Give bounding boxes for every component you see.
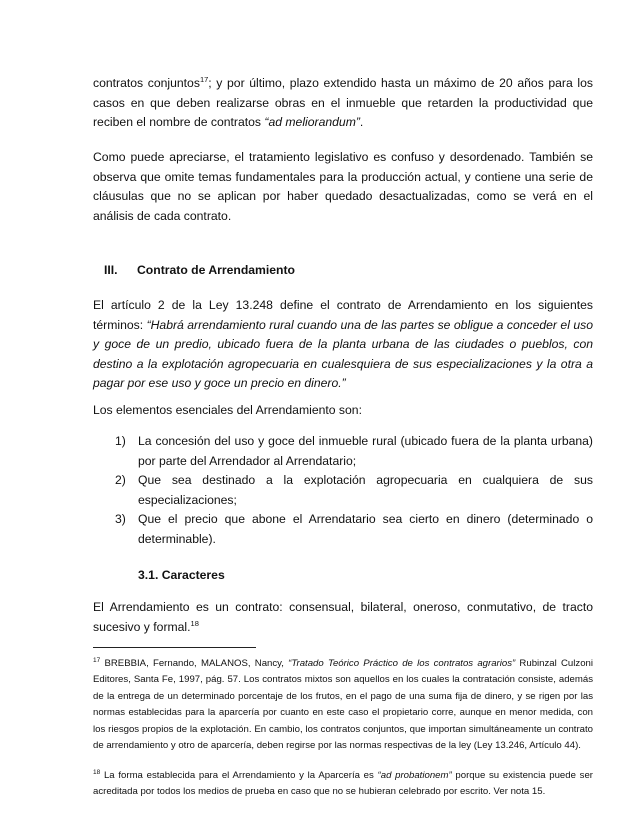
paragraph-text: contratos conjuntos: [93, 76, 200, 90]
list-item-text: Que sea destinado a la explotación agropecuaria en cualquiera de sus especializaciones;: [138, 473, 593, 507]
list-marker: 3): [115, 512, 126, 527]
subsection-heading: 3.1. Caracteres: [138, 568, 225, 582]
footnote-text: Rubinzal Culzoni Editores, Santa Fe, 1997, pág. 57. Los contratos mixtos son aquellos en los cuales la contratación consiste, además de la entrega de un determinado porcentaje de los frutos, en el pago de una suma fija de dinero, y se rigen por las normas establecidas para la aparcería por cuanto en este caso el propietario corre, aunque en menor medida, con los riesgos propios de la explotación. En cambio, los contratos conjuntos, que importan simultáneamente un contrato de arrendamiento y otro de aparcería, deben regirse por las normas respectivas de la ley (Ley 13.246, Artículo 44).: [93, 658, 593, 752]
footnote-ref-17[interactable]: 17: [199, 74, 209, 84]
list-marker: 2): [115, 473, 126, 488]
footnote-ref-18[interactable]: 18: [190, 618, 199, 628]
footnote-18: [93, 768, 593, 801]
paragraph-text: El Arrendamiento es un contrato: consensual, bilateral, oneroso, conmutativo, de tracto sucesivo y formal.: [93, 600, 593, 634]
footnote-text: La forma establecida para el Arrendamiento y la Aparcería es: [100, 770, 378, 781]
footnote-number: 17: [93, 656, 101, 664]
essential-elements-list: [115, 432, 593, 550]
list-item-text: Que el precio que abone el Arrendatario sea cierto en dinero (determinado o determinable).: [138, 512, 593, 546]
italic-term: “ad meliorandum”: [264, 115, 360, 130]
paragraph-essential-elements: Los elementos esenciales del Arrendamiento son:: [93, 403, 362, 417]
paragraph-text: El artículo 2 de la Ley 13.248 define el contrato de Arrendamiento en los siguientes términos:: [93, 298, 593, 332]
legal-quote: “Habrá arrendamiento rural cuando una de las partes se obligue a conceder el uso y goce de un predio, ubicado fuera de la planta urbana de las ciudades o pueblos, con destino a la explotación agropecuaria en cualesquiera de sus especializaciones y la otra a pagar por ese uso y goce un precio en dinero.”: [93, 317, 593, 391]
paragraph-contract-types: [93, 74, 593, 133]
footnote-number: 18: [93, 768, 101, 776]
section-heading: [104, 263, 295, 277]
paragraph-characteristics: [93, 598, 593, 637]
section-number: III.: [104, 263, 118, 277]
paragraph-article-definition: [93, 296, 593, 394]
list-marker: 1): [115, 434, 126, 448]
paragraph-text: ; y por último, plazo extendido hasta un máximo de 20 años para los casos en que deben realizarse obras en el inmueble que retarden la productividad que reciben el nombre de contratos: [93, 76, 593, 130]
footnote-text: BREBBIA, Fernando, MALANOS, Nancy,: [100, 658, 289, 669]
list-item: [115, 471, 593, 510]
footnote-17: [93, 656, 593, 754]
section-title: Contrato de Arrendamiento: [137, 263, 295, 277]
italic-term: “ad probationem”: [377, 770, 452, 781]
paragraph-legislative-treatment: Como puede apreciarse, el tratamiento legislativo es confuso y desordenado. También se observa que omite temas fundamentales para la producción actual, y contiene una serie de cláusulas que no se aplican por haber quedado desactualizadas, como se verá en el análisis de cada contrato.: [93, 150, 593, 223]
list-item: [115, 432, 593, 471]
footnote-text: porque su existencia puede ser acreditada por todos los medios de prueba en caso que no se hubieran celebrado por escrito. Ver nota 15.: [93, 770, 594, 798]
footnote-separator: [93, 647, 256, 648]
paragraph-text: .: [359, 115, 364, 130]
list-item: [115, 510, 593, 549]
list-item-text: La concesión del uso y goce del inmueble rural (ubicado fuera de la planta urbana) por parte del Arrendador al Arrendatario;: [138, 434, 593, 468]
book-title: “Tratado Teórico Práctico de los contratos agrarios”: [288, 658, 516, 669]
